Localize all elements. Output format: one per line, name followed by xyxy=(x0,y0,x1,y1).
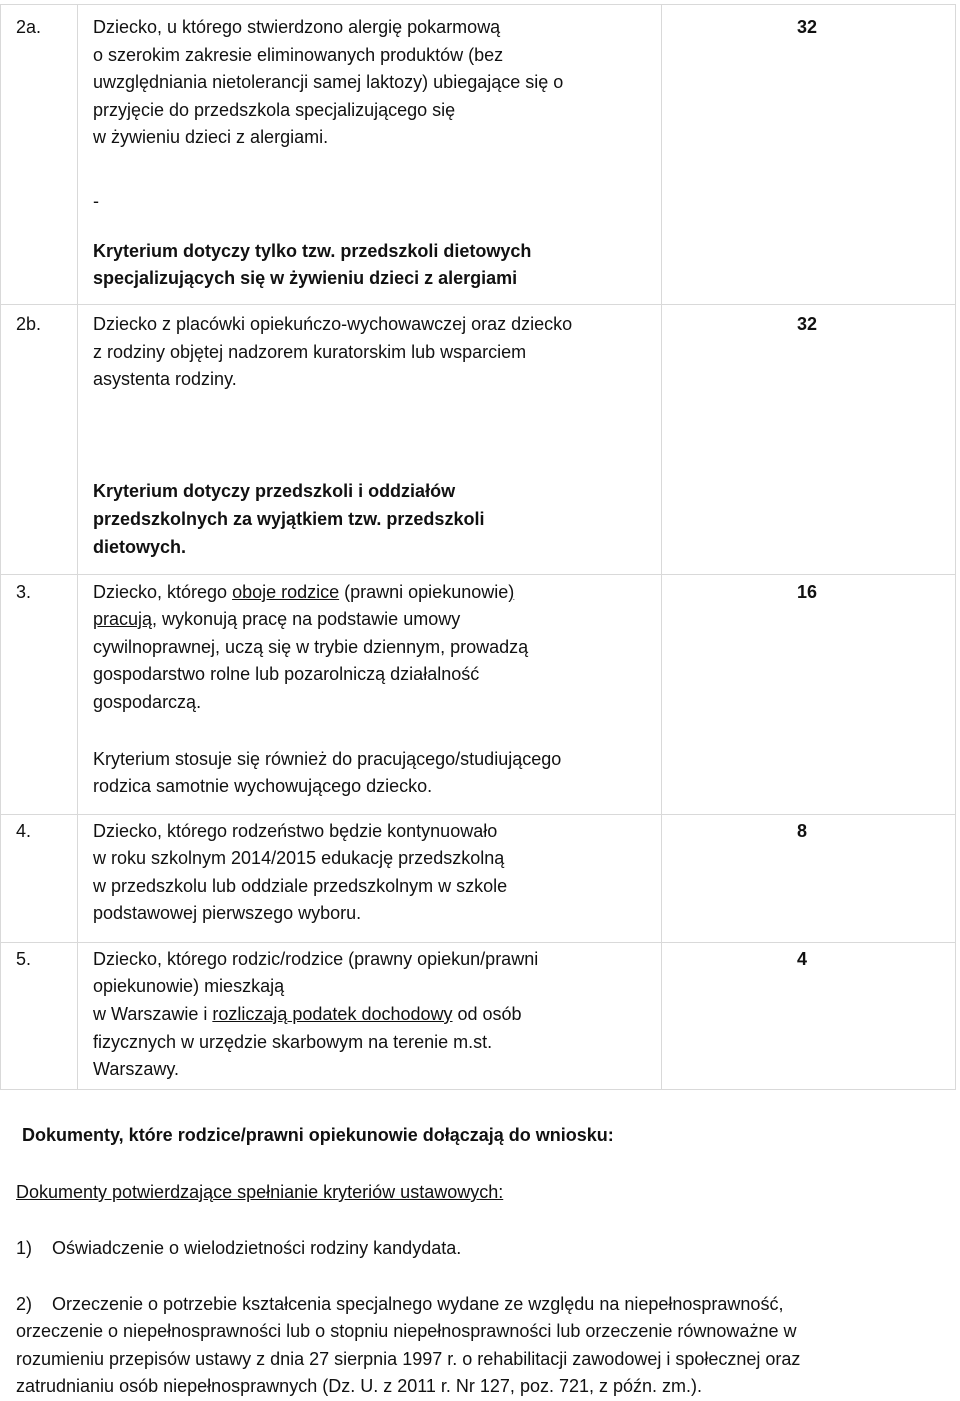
points-value: 32 xyxy=(797,17,818,37)
documents-subheading: Dokumenty potwierdzające spełnianie kryteriów ustawowych: xyxy=(16,1182,504,1202)
row-divider xyxy=(1,942,955,943)
criterion-text-line: gospodarczą. xyxy=(93,692,202,712)
points-value: 32 xyxy=(797,314,818,334)
criterion-note-line: Kryterium stosuje się również do pracującego/studiującego xyxy=(93,749,562,769)
criterion-text-line: Warszawy. xyxy=(93,1059,180,1079)
criterion-text-line: uwzględniania nietolerancji samej laktozy) ubiegające się o xyxy=(93,72,564,92)
row-number: 3. xyxy=(16,582,32,602)
underlined-phrase: oboje rodzice xyxy=(232,582,340,602)
underlined-phrase: rozliczają podatek dochodowy xyxy=(212,1004,453,1024)
criterion-text-line: w Warszawie i rozliczają podatek dochodowy od osób xyxy=(93,1004,522,1024)
criterion-note-line: Kryterium dotyczy tylko tzw. przedszkoli dietowych xyxy=(93,241,532,261)
criterion-text-line: pracują, wykonują pracę na podstawie umowy xyxy=(93,609,461,629)
documents-heading: Dokumenty, które rodzice/prawni opiekunowie dołączają do wniosku: xyxy=(22,1125,614,1145)
row-number: 2b. xyxy=(16,314,42,334)
dash-marker: - xyxy=(93,191,99,211)
row-number: 2a. xyxy=(16,17,42,37)
criterion-note-line: rodzica samotnie wychowującego dziecko. xyxy=(93,776,433,796)
criterion-note-line: przedszkolnych za wyjątkiem tzw. przedszkoli xyxy=(93,509,485,529)
document-item-line: 2) Orzeczenie o potrzebie kształcenia specjalnego wydane ze względu na niepełnosprawność, xyxy=(16,1294,784,1314)
criterion-text-line: przyjęcie do przedszkola specjalizującego się xyxy=(93,100,456,120)
criterion-note-line: dietowych. xyxy=(93,537,187,557)
criterion-text-line: w żywieniu dzieci z alergiami. xyxy=(93,127,329,147)
underlined-phrase: pracują xyxy=(93,609,153,629)
criterion-text-line: w przedszkolu lub oddziale przedszkolnym w szkole xyxy=(93,876,508,896)
criterion-note-line: specjalizujących się w żywieniu dzieci z alergiami xyxy=(93,268,518,288)
criterion-text-line: w roku szkolnym 2014/2015 edukację przedszkolną xyxy=(93,848,505,868)
criterion-text-line: opiekunowie) mieszkają xyxy=(93,976,285,996)
document-item-line: orzeczenie o niepełnosprawności lub o stopniu niepełnosprawności lub orzeczenie równoważne w xyxy=(16,1321,797,1341)
criterion-text-line: Dziecko, którego oboje rodzice (prawni opiekunowie) xyxy=(93,582,515,602)
criterion-text-line: z rodziny objętej nadzorem kuratorskim lub wsparciem xyxy=(93,342,527,362)
row-number: 4. xyxy=(16,821,32,841)
criterion-text-line: Dziecko z placówki opiekuńczo-wychowawczej oraz dziecko xyxy=(93,314,573,334)
document-item-line: zatrudnianiu osób niepełnosprawnych (Dz. U. z 2011 r. Nr 127, poz. 721, z późn. zm.). xyxy=(16,1376,703,1396)
points-value: 8 xyxy=(797,821,808,841)
row-number: 5. xyxy=(16,949,32,969)
column-divider xyxy=(661,5,662,1089)
row-divider xyxy=(1,814,955,815)
row-divider xyxy=(1,304,955,305)
row-divider xyxy=(1,574,955,575)
criterion-text-line: Dziecko, u którego stwierdzono alergię pokarmową xyxy=(93,17,501,37)
criterion-note-line: Kryterium dotyczy przedszkoli i oddziałów xyxy=(93,481,456,501)
criterion-text-line: o szerokim zakresie eliminowanych produktów (bez xyxy=(93,45,504,65)
criterion-text-line: Dziecko, którego rodzeństwo będzie kontynuowało xyxy=(93,821,498,841)
criterion-text-line: podstawowej pierwszego wyboru. xyxy=(93,903,362,923)
points-value: 16 xyxy=(797,582,818,602)
criterion-text-line: gospodarstwo rolne lub pozarolniczą działalność xyxy=(93,664,480,684)
document-item: 1) Oświadczenie o wielodzietności rodziny kandydata. xyxy=(16,1238,462,1258)
points-value: 4 xyxy=(797,949,808,969)
criterion-text-line: fizycznych w urzędzie skarbowym na terenie m.st. xyxy=(93,1032,493,1052)
criterion-text-line: asystenta rodziny. xyxy=(93,369,237,389)
document-item-line: rozumieniu przepisów ustawy z dnia 27 sierpnia 1997 r. o rehabilitacji zawodowej i społecznej oraz xyxy=(16,1349,801,1369)
criterion-text-line: cywilnoprawnej, uczą się w trybie dziennym, prowadzą xyxy=(93,637,529,657)
criterion-text-line: Dziecko, którego rodzic/rodzice (prawny opiekun/prawni xyxy=(93,949,539,969)
column-divider xyxy=(77,5,78,1089)
